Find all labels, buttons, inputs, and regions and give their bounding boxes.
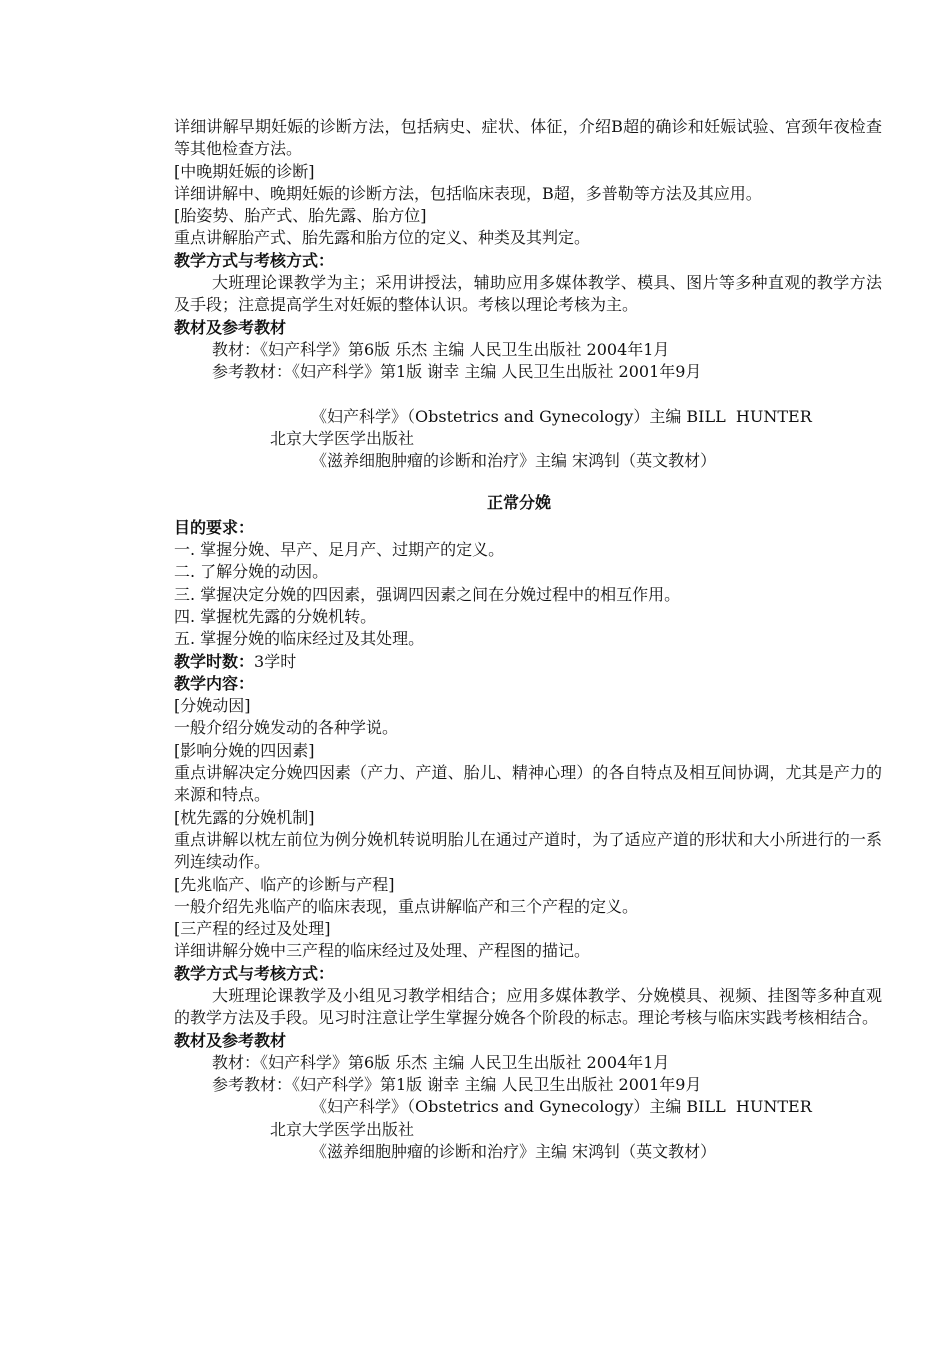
- books-heading: 教材及参考教材: [174, 317, 287, 337]
- goal-item: 四. 掌握枕先露的分娩机转。: [174, 606, 377, 626]
- reference-line: 《妇产科学》（Obstetrics and Gynecology）主编 BILL HUNTER: [311, 1097, 812, 1117]
- subsection-title: [先兆临产、临产的诊断与产程]: [174, 874, 395, 894]
- reference-line: 参考教材：《妇产科学》第1版 谢幸 主编 人民卫生出版社 2001年9月: [212, 362, 702, 382]
- reference-line: 北京大学医学出版社: [270, 428, 415, 448]
- goals-heading: 目的要求：: [174, 517, 255, 537]
- subsection-text: 重点讲解以枕左前位为例分娩机转说明胎儿在通过产道时，为了适应产道的形状和大小所进行的一系列连续动作。: [174, 829, 882, 872]
- reference-line: 《妇产科学》（Obstetrics and Gynecology）主编 BILL HUNTER: [311, 406, 812, 426]
- reference-line: 参考教材：《妇产科学》第1版 谢幸 主编 人民卫生出版社 2001年9月: [212, 1075, 702, 1095]
- reference-line: 北京大学医学出版社: [270, 1119, 415, 1139]
- subsection-text: 一般介绍先兆临产的临床表现，重点讲解临产和三个产程的定义。: [174, 896, 639, 916]
- subsection-title: [枕先露的分娩机制]: [174, 807, 315, 827]
- subsection-text: 详细讲解中、晚期妊娠的诊断方法，包括临床表现，B超，多普勒等方法及其应用。: [174, 183, 762, 203]
- subsection-text: 重点讲解胎产式、胎先露和胎方位的定义、种类及其判定。: [174, 228, 591, 248]
- early-pregnancy-text: 详细讲解早期妊娠的诊断方法，包括病史、症状、体征，介绍B超的确诊和妊娠试验、宫颈年夜检查等其他检查方法。: [174, 117, 882, 159]
- goal-item: 五. 掌握分娩的临床经过及其处理。: [174, 629, 425, 649]
- subsection-title: [中晚期妊娠的诊断]: [174, 161, 315, 181]
- goal-item: 二. 了解分娩的动因。: [174, 562, 329, 582]
- hours-value: 3学时: [254, 651, 297, 671]
- method-text: 大班理论课教学为主；采用讲授法，辅助应用多媒体教学、模具、图片等多种直观的教学方法及手段；注意提高学生对妊娠的整体认识。考核以理论考核为主。: [174, 273, 882, 315]
- goal-item: 一. 掌握分娩、早产、足月产、过期产的定义。: [174, 540, 505, 560]
- subsection-text: 重点讲解决定分娩四因素（产力、产道、胎儿、精神心理）的各自特点及相互间协调，尤其是产力的来源和特点。: [174, 763, 882, 805]
- document-page: [174, 116, 882, 1163]
- hours-label: 教学时数：: [174, 651, 255, 671]
- books-heading: 教材及参考教材: [174, 1030, 287, 1050]
- spacer: [174, 384, 882, 406]
- section-title: 正常分娩: [486, 493, 551, 513]
- reference-line: 《滋养细胞肿瘤的诊断和治疗》主编 宋鸿钊（英文教材）: [311, 1142, 717, 1162]
- textbook-line: 教材：《妇产科学》第6版 乐杰 主编 人民卫生出版社 2004年1月: [212, 339, 670, 359]
- textbook-line: 教材：《妇产科学》第6版 乐杰 主编 人民卫生出版社 2004年1月: [212, 1052, 670, 1072]
- subsection-title: [分娩动因]: [174, 696, 251, 716]
- subsection-title: [胎姿势、胎产式、胎先露、胎方位]: [174, 206, 427, 226]
- subsection-title: [三产程的经过及处理]: [174, 919, 331, 939]
- method-text: 大班理论课教学及小组见习教学相结合；应用多媒体教学、分娩模具、视频、挂图等多种直观的教学方法及手段。见习时注意让学生掌握分娩各个阶段的标志。理论考核与临床实践考核相结合。: [174, 985, 882, 1028]
- teaching-hours: [174, 651, 882, 673]
- content-heading: 教学内容：: [174, 673, 255, 693]
- subsection-text: 详细讲解分娩中三产程的临床经过及处理、产程图的描记。: [174, 941, 591, 961]
- goal-item: 三. 掌握决定分娩的四因素，强调四因素之间在分娩过程中的相互作用。: [174, 584, 681, 604]
- method-heading: 教学方式与考核方式：: [174, 250, 335, 270]
- reference-line: 《滋养细胞肿瘤的诊断和治疗》主编 宋鸿钊（英文教材）: [311, 451, 717, 471]
- subsection-title: [影响分娩的四因素]: [174, 740, 315, 760]
- subsection-text: 一般介绍分娩发动的各种学说。: [174, 718, 399, 738]
- method-heading: 教学方式与考核方式：: [174, 963, 335, 983]
